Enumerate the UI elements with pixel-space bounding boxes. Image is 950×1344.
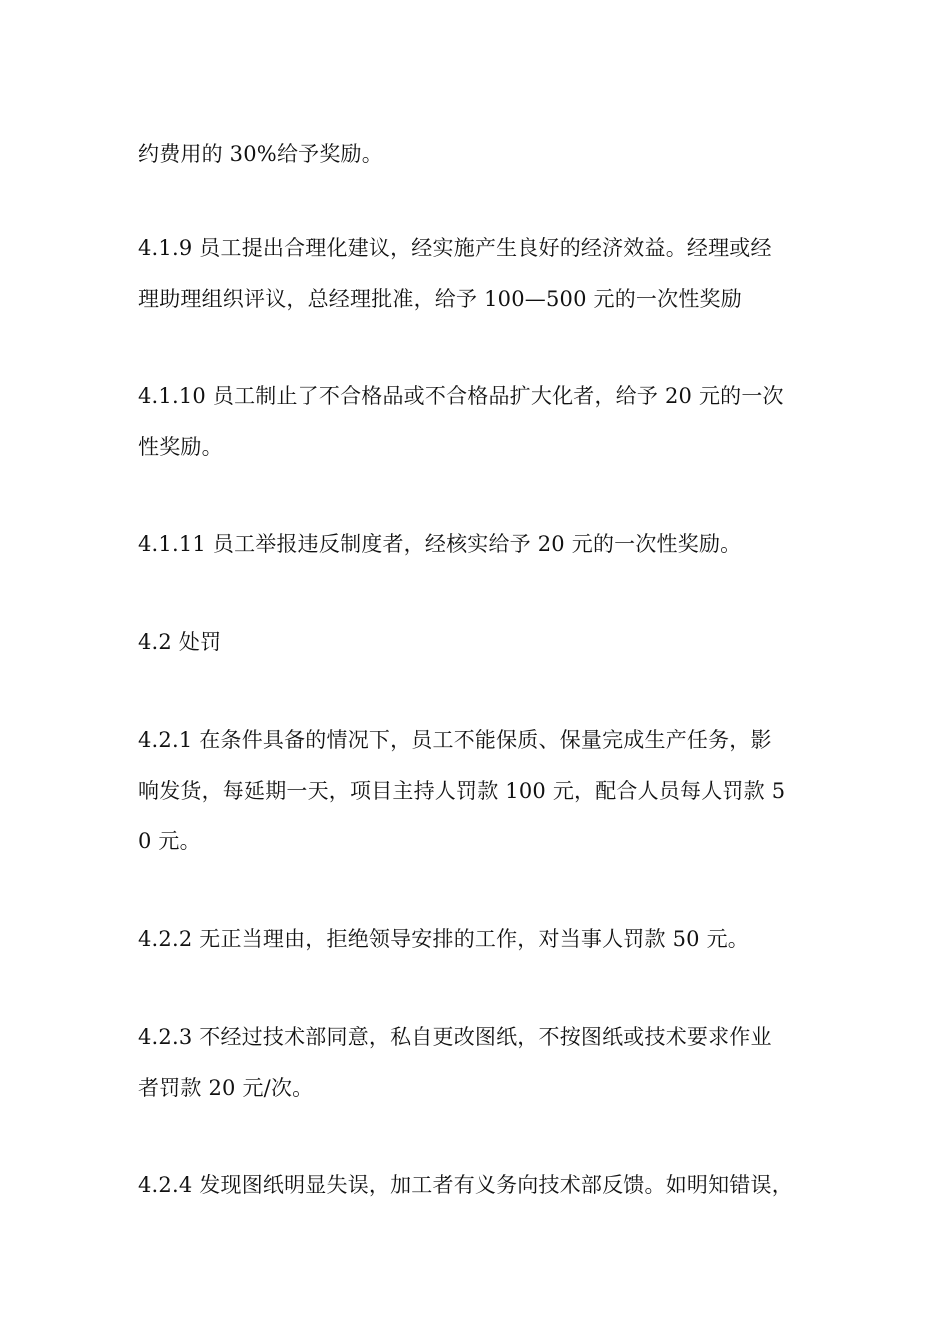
text-line: 约费用的 30%给予奖励。 <box>138 142 383 166</box>
clause-4-1-9-line-2: 理助理组织评议，总经理批准，给予 100—500 元的一次性奖励 <box>138 287 742 311</box>
clause-4-2-1-line-1: 4.2.1 在条件具备的情况下，员工不能保质、保量完成生产任务，影 <box>138 728 772 752</box>
clause-4-2-3-line-1: 4.2.3 不经过技术部同意，私自更改图纸，不按图纸或技术要求作业 <box>138 1025 772 1049</box>
clause-4-1-11: 4.1.11 员工举报违反制度者，经核实给予 20 元的一次性奖励。 <box>138 532 742 556</box>
clause-4-2-4-line-1: 4.2.4 发现图纸明显失误，加工者有义务向技术部反馈。如明知错误， <box>138 1173 793 1197</box>
clause-4-2-1-line-2: 响发货，每延期一天，项目主持人罚款 100 元，配合人员每人罚款 5 <box>138 779 786 803</box>
clause-4-1-9-line-1: 4.1.9 员工提出合理化建议，经实施产生良好的经济效益。经理或经 <box>138 236 772 260</box>
clause-4-2-1-line-3: 0 元。 <box>138 829 201 853</box>
clause-4-2-2: 4.2.2 无正当理由，拒绝领导安排的工作，对当事人罚款 50 元。 <box>138 927 749 951</box>
section-heading-4-2: 4.2 处罚 <box>138 630 222 654</box>
clause-4-2-3-line-2: 者罚款 20 元/次。 <box>138 1076 314 1100</box>
clause-4-1-10-line-2: 性奖励。 <box>138 435 223 459</box>
clause-4-1-10-line-1: 4.1.10 员工制止了不合格品或不合格品扩大化者，给予 20 元的一次 <box>138 384 784 408</box>
